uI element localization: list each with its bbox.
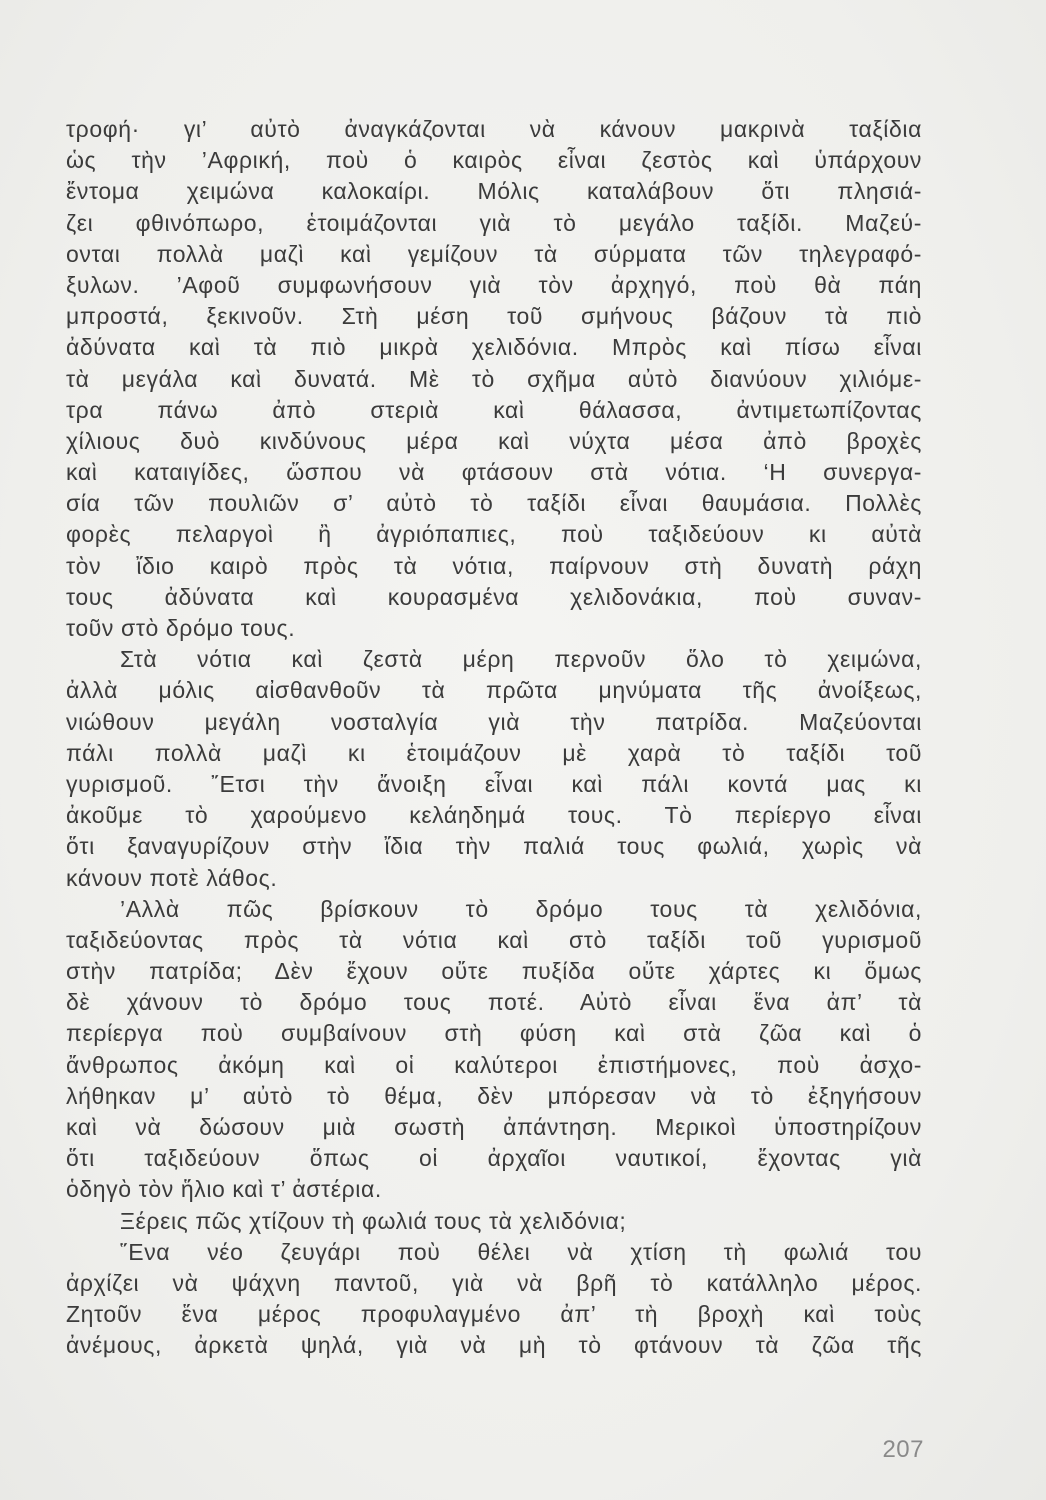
text-line: ῞Ενα νέο ζευγάρι ποὺ θέλει νὰ χτίση τὴ φωλιά του xyxy=(120,1238,922,1265)
text-line: χίλιους δυὸ κινδύνους μέρα καὶ νύχτα μέσα ἀπὸ βροχὲς xyxy=(66,427,922,454)
text-line: γυρισμοῦ. ῎Ετσι τὴν ἄνοιξη εἶναι καὶ πάλι κοντά μας κι xyxy=(66,770,922,797)
text-line: τὰ μεγάλα καὶ δυνατά. Μὲ τὸ σχῆμα αὐτὸ διανύουν χιλιόμε- xyxy=(66,365,922,392)
text-line: ἀρχίζει νὰ ψάχνη παντοῦ, γιὰ νὰ βρῆ τὸ κατάλληλο μέρος. xyxy=(66,1269,922,1296)
text-line: ὡς τὴν ’Αφρική, ποὺ ὁ καιρὸς εἶναι ζεστὸς καὶ ὑπάρχουν xyxy=(66,147,922,174)
text-line: ἀκοῦμε τὸ χαρούμενο κελάηδημά τους. Τὸ περίεργο εἶναι xyxy=(66,802,922,829)
text-line: ὁδηγὸ τὸν ἥλιο καὶ τ’ ἀστέρια. xyxy=(66,1176,382,1203)
text-line: πάλι πολλὰ μαζὶ κι ἑτοιμάζουν μὲ χαρὰ τὸ ταξίδι τοῦ xyxy=(66,739,922,766)
text-line: λήθηκαν μ’ αὐτὸ τὸ θέμα, δὲν μπόρεσαν νὰ τὸ ἐξηγήσουν xyxy=(66,1082,922,1109)
text-line: καὶ νὰ δώσουν μιὰ σωστὴ ἀπάντηση. Μερικοὶ ὑποστηρίζουν xyxy=(66,1114,922,1140)
text-line: ονται πολλὰ μαζὶ καὶ γεμίζουν τὰ σύρματα τῶν τηλεγραφό- xyxy=(66,240,922,267)
text-line: περίεργα ποὺ συμβαίνουν στὴ φύση καὶ στὰ ζῶα καὶ ὁ xyxy=(66,1020,922,1047)
text-line: σία τῶν πουλιῶν σ’ αὐτὸ τὸ ταξίδι εἶναι θαυμάσια. Πολλὲς xyxy=(66,490,922,517)
text-line: τροφή· γι’ αὐτὸ ἀναγκάζονται νὰ κάνουν μακρινὰ ταξίδια xyxy=(66,116,922,142)
text-line: Στὰ νότια καὶ ζεστὰ μέρη περνοῦν ὅλο τὸ χειμώνα, xyxy=(120,646,922,673)
text-line: ζει φθινόπωρο, ἑτοιμάζονται γιὰ τὸ μεγάλο ταξίδι. Μαζεύ- xyxy=(66,209,922,236)
text-line: καὶ καταιγίδες, ὥσπου νὰ φτάσουν στὰ νότια. ‘Η συνεργα- xyxy=(66,459,922,486)
text-line: δὲ χάνουν τὸ δρόμο τους ποτέ. Αὐτὸ εἶναι ἕνα ἀπ’ τὰ xyxy=(66,989,922,1016)
text-line: ἀνέμους, ἀρκετὰ ψηλά, γιὰ νὰ μὴ τὸ φτάνουν τὰ ζῶα τῆς xyxy=(66,1332,922,1359)
text-line: ’Αλλὰ πῶς βρίσκουν τὸ δρόμο τους τὰ χελιδόνια, xyxy=(120,895,922,922)
text-line: τὸν ἴδιο καιρὸ πρὸς τὰ νότια, παίρνουν στὴ δυνατὴ ράχη xyxy=(66,552,922,579)
text-line: κάνουν ποτὲ λάθος. xyxy=(66,864,278,891)
page-number: 207 xyxy=(882,1436,924,1463)
text-line: ἀλλὰ μόλις αἰσθανθοῦν τὰ πρῶτα μηνύματα τῆς ἀνοίξεως, xyxy=(66,677,922,704)
text-line: ξυλων. ’Αφοῦ συμφωνήσουν γιὰ τὸν ἀρχηγό, ποὺ θὰ πάη xyxy=(66,271,922,298)
text-line: τοῦν στὸ δρόμο τους. xyxy=(66,615,296,641)
text-line: ὅτι ξαναγυρίζουν στὴν ἴδια τὴν παλιά τους φωλιά, χωρὶς νὰ xyxy=(66,833,922,860)
text-line: τους ἀδύνατα καὶ κουρασμένα χελιδονάκια, ποὺ συναν- xyxy=(66,583,922,610)
text-line: Ζητοῦν ἕνα μέρος προφυλαγμένο ἀπ’ τὴ βροχὴ καὶ τοὺς xyxy=(66,1301,922,1328)
text-line: φορὲς πελαργοὶ ἢ ἀγριόπαπιες, ποὺ ταξιδεύουν κι αὐτὰ xyxy=(66,521,922,548)
body-text xyxy=(66,114,922,1362)
text-line: Ξέρεις πῶς χτίζουν τὴ φωλιά τους τὰ χελιδόνια; xyxy=(120,1207,627,1234)
text-line: μπροστά, ξεκινοῦν. Στὴ μέση τοῦ σμήνους βάζουν τὰ πιὸ xyxy=(66,303,922,330)
text-line: νιώθουν μεγάλη νοσταλγία γιὰ τὴν πατρίδα. Μαζεύονται xyxy=(66,708,922,735)
text-line: ταξιδεύοντας πρὸς τὰ νότια καὶ στὸ ταξίδι τοῦ γυρισμοῦ xyxy=(66,926,922,953)
text-line: ὅτι ταξιδεύουν ὅπως οἱ ἀρχαῖοι ναυτικοί, ἔχοντας γιὰ xyxy=(66,1145,922,1172)
text-line: στὴν πατρίδα; Δὲν ἔχουν οὔτε πυξίδα οὔτε χάρτες κι ὅμως xyxy=(66,958,922,985)
text-line: ἔντομα χειμώνα καλοκαίρι. Μόλις καταλάβουν ὅτι πλησιά- xyxy=(66,178,922,205)
text-line: ἀδύνατα καὶ τὰ πιὸ μικρὰ χελιδόνια. Μπρὸς καὶ πίσω εἶναι xyxy=(66,334,922,361)
text-line: τρα πάνω ἀπὸ στεριὰ καὶ θάλασσα, ἀντιμετωπίζοντας xyxy=(66,396,922,423)
text-line: ἄνθρωπος ἀκόμη καὶ οἱ καλύτεροι ἐπιστήμονες, ποὺ ἀσχο- xyxy=(66,1051,922,1078)
